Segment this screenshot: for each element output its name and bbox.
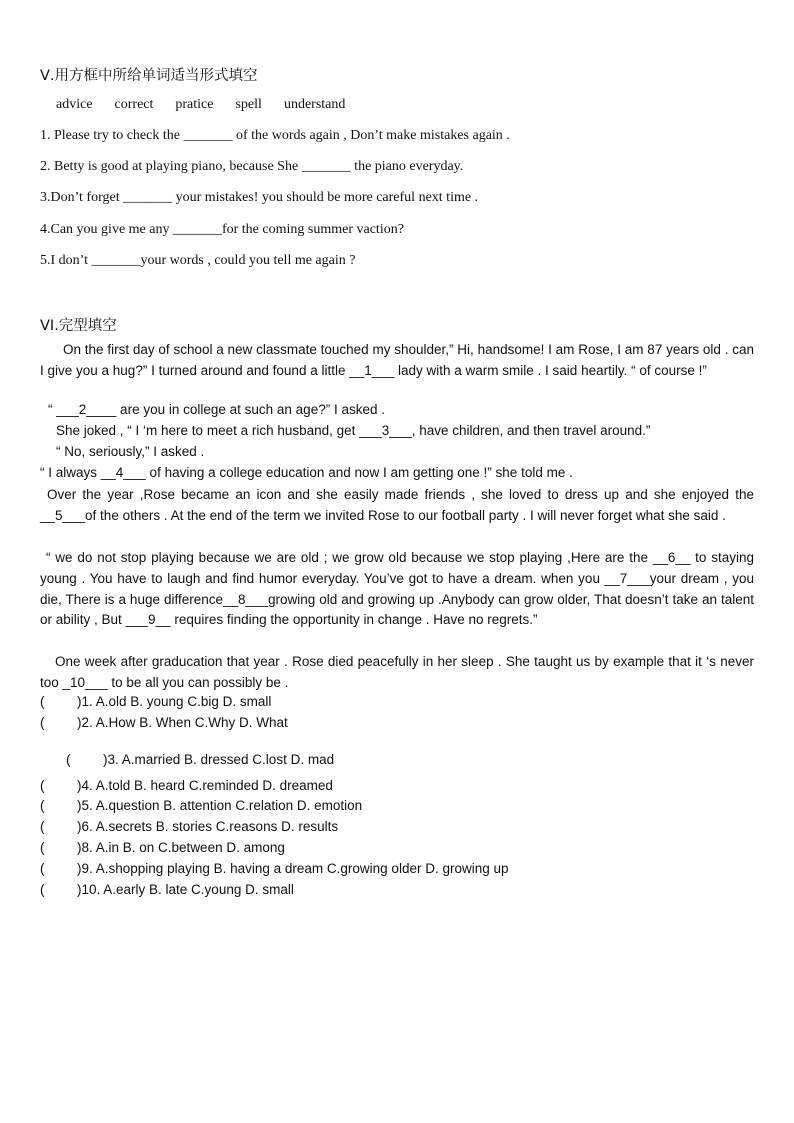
word-bank-item: spell <box>235 97 262 112</box>
word-bank <box>56 97 367 113</box>
option-row: ( )9. A.shopping playing B. having a dream C.growing older D. growing up <box>40 861 509 876</box>
fill-blank-item-1: 1. Please try to check the _______ of the words again , Don’t make mistakes again . <box>40 128 510 143</box>
word-bank-item: understand <box>283 97 346 112</box>
option-row: ( )10. A.early B. late C.young D. small <box>40 882 294 897</box>
section-6-heading: VI.完型填空 <box>40 318 117 334</box>
option-row: ( )1. A.old B. young C.big D. small <box>40 694 272 709</box>
cloze-paragraph-2: “ ___2____ are you in college at such an age?” I asked . <box>48 402 385 417</box>
cloze-text: “ we do not stop playing because we are old ; we grow old because we stop playing ,Here are the __6__ to staying young . You have to laugh and find humor everyday. You’ve got to have a dream. when you __7___your dream , you die, There is a huge difference__8___growing old and growing up .Anybody can grow older, That doesn’t take an talent or ability , But ___9__ requires finding the opportunity in change . Have no regrets.” <box>40 550 754 628</box>
cloze-text: Over the year ,Rose became an icon and she easily made friends , she loved to dress up and she enjoyed the __5___of the others . At the end of the term we invited Rose to our football party . I will never forget what she said . <box>40 487 754 523</box>
cloze-paragraph-5: “ I always __4___ of having a college education and now I am getting one !” she told me . <box>40 465 573 480</box>
option-row: ( )3. A.married B. dressed C.lost D. mad <box>66 752 335 767</box>
word-bank-item: pratice <box>175 97 214 112</box>
option-row: ( )5. A.question B. attention C.relation D. emotion <box>40 798 363 813</box>
cloze-text: On the first day of school a new classmate touched my shoulder,” Hi, handsome! I am Rose, I am 87 years old . can I give you a hug?” I turned around and found a little __1___ lady with a warm smile . I said heartily. “ of course !” <box>40 342 754 378</box>
option-row: ( )4. A.told B. heard C.reminded D. dreamed <box>40 778 333 793</box>
option-row: ( )2. A.How B. When C.Why D. What <box>40 715 288 730</box>
cloze-paragraph-3: She joked , “ I ‘m here to meet a rich husband, get ___3___, have children, and then travel around.” <box>56 423 651 438</box>
word-bank-item: advice <box>56 97 93 112</box>
fill-blank-item-5: 5.I don’t _______your words , could you tell me again ? <box>40 253 356 268</box>
section-5-heading: Ⅴ.用方框中所给单词适当形式填空 <box>40 68 258 84</box>
cloze-paragraph-6 <box>40 485 754 527</box>
cloze-paragraph-7 <box>40 548 754 631</box>
cloze-paragraph-4: “ No, seriously,” I asked . <box>56 444 205 459</box>
fill-blank-item-4: 4.Can you give me any _______for the coming summer vaction? <box>40 222 404 237</box>
word-bank-item: correct <box>114 97 154 112</box>
fill-blank-item-3: 3.Don’t forget _______ your mistakes! you should be more careful next time . <box>40 190 479 205</box>
option-row: ( )8. A.in B. on C.between D. among <box>40 840 285 855</box>
cloze-paragraph-1 <box>40 340 754 382</box>
cloze-paragraph-8 <box>40 652 754 694</box>
cloze-text: One week after graducation that year . Rose died peacefully in her sleep . She taught us by example that it ‘s never too _10___ to be all you can possibly be . <box>40 654 754 690</box>
option-row: ( )6. A.secrets B. stories C.reasons D. results <box>40 819 339 834</box>
fill-blank-item-2: 2. Betty is good at playing piano, because She _______ the piano everyday. <box>40 159 464 174</box>
